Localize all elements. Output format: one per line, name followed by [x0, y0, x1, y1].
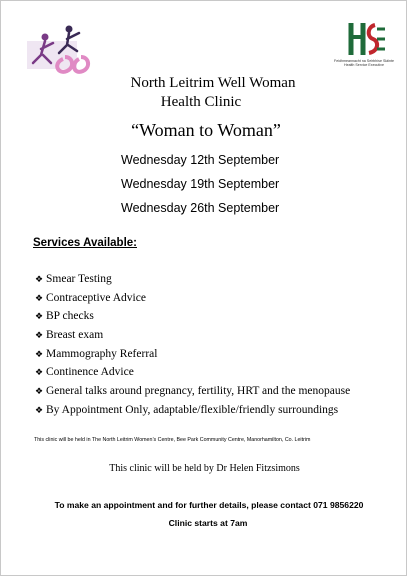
- clinic-date: Wednesday 12th September: [121, 153, 280, 167]
- service-label: General talks around pregnancy, fertility, HRT and the menopause: [46, 385, 351, 398]
- list-item: [35, 401, 350, 420]
- list-item: [35, 345, 350, 364]
- diamond-bullet-icon: ❖: [35, 311, 44, 322]
- diamond-bullet-icon: ❖: [35, 367, 44, 378]
- contact-info: To make an appointment and for further details, please contact 071 9856220: [54, 500, 364, 510]
- clinic-date: Wednesday 19th September: [121, 177, 280, 191]
- clinic-subtitle: Health Clinic: [160, 94, 242, 110]
- diamond-bullet-icon: ❖: [35, 274, 44, 284]
- location-note: This clinic will be held in The North Leitrim Women’s Centre, Bee Park Community Centre, Manorhamilton, Co. Leitrim: [34, 437, 311, 443]
- service-label: Mammography Referral: [46, 347, 158, 360]
- diamond-bullet-icon: ❖: [35, 348, 44, 359]
- diamond-bullet-icon: ❖: [35, 292, 44, 303]
- hse-logo-text: [334, 59, 394, 67]
- list-item: [35, 363, 350, 382]
- hse-english-text: Health Service Executive: [344, 63, 384, 67]
- start-time: Clinic starts at 7am: [168, 518, 248, 528]
- list-item: [35, 289, 350, 308]
- diamond-bullet-icon: ❖: [35, 386, 44, 397]
- doctor-note: This clinic will be held by Dr Helen Fitzsimons: [109, 463, 300, 474]
- clinic-date: Wednesday 26th September: [121, 201, 280, 215]
- service-label: Breast exam: [46, 329, 104, 342]
- service-label: By Appointment Only, adaptable/flexible/friendly surroundings: [46, 403, 339, 416]
- slogan: “Woman to Woman”: [131, 120, 281, 140]
- list-item: [35, 326, 350, 345]
- diamond-bullet-icon: ❖: [35, 404, 44, 415]
- diamond-bullet-icon: ❖: [35, 330, 44, 341]
- list-item: [35, 270, 350, 289]
- services-list: [35, 270, 350, 420]
- service-label: Contraceptive Advice: [46, 291, 146, 304]
- clinic-title: North Leitrim Well Woman: [130, 75, 296, 91]
- services-heading: Services Available:: [33, 237, 137, 249]
- list-item: [35, 382, 350, 401]
- hse-irish-text: Feidhmeannacht na Seirbhíse Sláinte: [334, 59, 394, 63]
- service-label: Continence Advice: [46, 366, 134, 379]
- service-label: BP checks: [46, 310, 94, 323]
- list-item: [35, 307, 350, 326]
- hse-logo-icon: [339, 19, 389, 81]
- women-dancers-logo-icon: [23, 19, 97, 79]
- service-label: Smear Testing: [46, 273, 112, 285]
- clinic-dates-list: [121, 151, 279, 223]
